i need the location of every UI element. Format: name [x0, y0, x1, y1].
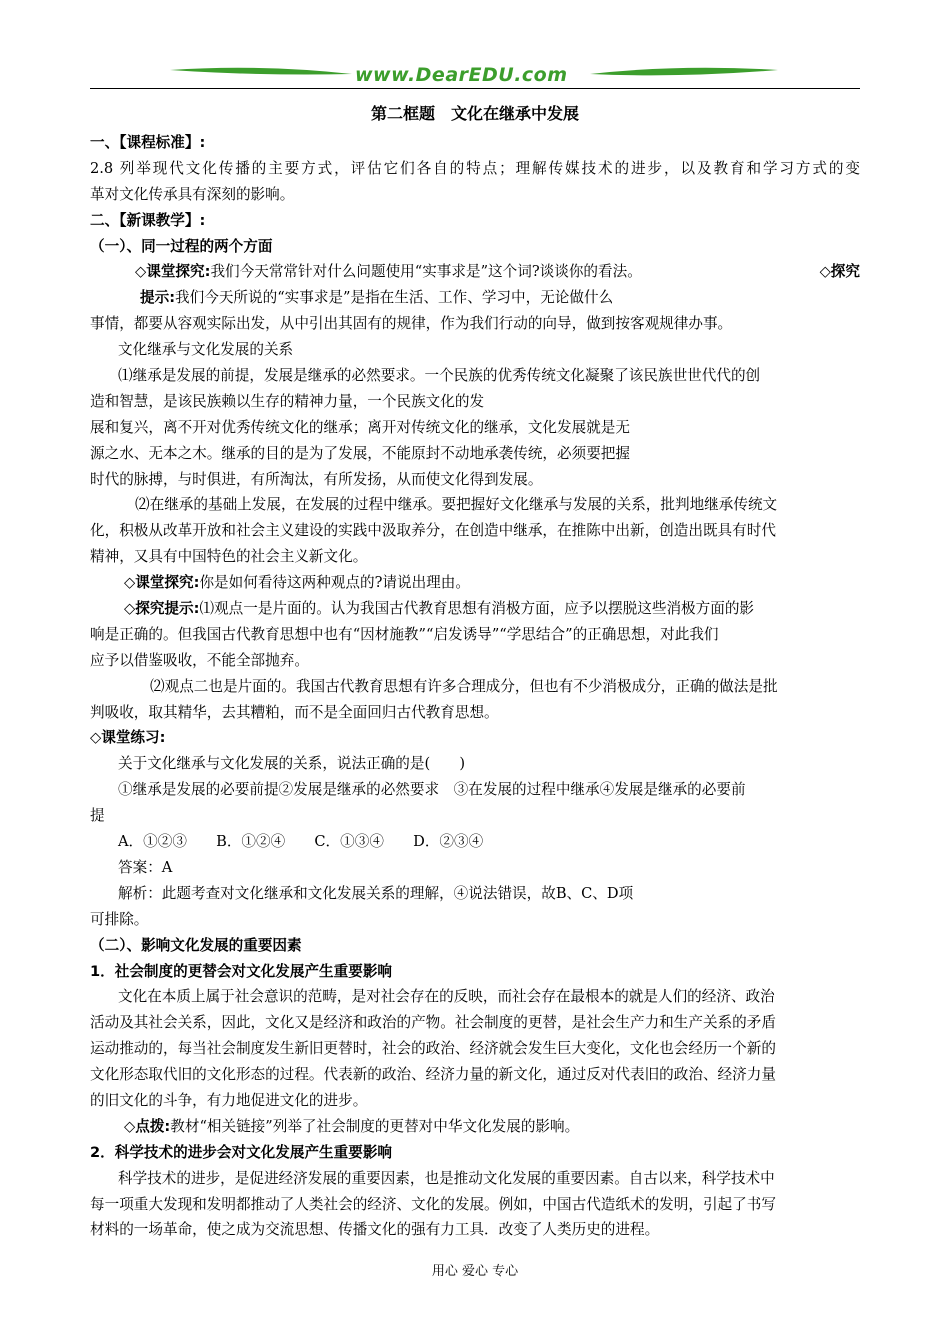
text-line: A．①②③ B．①②④ C．①③④ D．②③④ — [118, 833, 484, 851]
text-line: 活动及其社会关系，因此，文化又是经济和政治的产物。社会制度的更替，是社会生产力和生产关系的矛盾 — [90, 1014, 776, 1032]
text-line — [90, 259, 860, 285]
inline-text: 教材“相关链接”列举了社会制度的更替对中华文化发展的影响。 — [170, 1117, 580, 1135]
inline-label: ◇课堂探究: — [124, 574, 200, 592]
text-line: 文化继承与文化发展的关系 — [118, 341, 294, 359]
text-line: ⑵观点二也是片面的。我国古代教育思想有许多合理成分，但也有不少消极成分，正确的做法是批 — [150, 677, 778, 695]
text-line: 1．社会制度的更替会对文化发展产生重要影响 — [90, 962, 393, 980]
text-line: 革对文化传承具有深刻的影响。 — [90, 185, 295, 203]
text-line: 文化在本质上属于社会意识的范畴，是对社会存在的反映，而社会存在最根本的就是人们的经济、政治 — [118, 988, 775, 1006]
text-line: 二、【新课教学】: — [90, 211, 206, 229]
inline-label: ◇探究提示: — [124, 600, 200, 618]
header-rule — [90, 88, 860, 89]
text-line: 响是正确的。但我国古代教育思想中也有“因材施教”“启发诱导”“学思结合”的正确思想，对此我们 — [90, 625, 719, 643]
text-line: 化，积极从改革开放和社会主义建设的实践中汲取养分，在创造中继承，在推陈中出新，创造出既具有时代 — [90, 522, 776, 540]
text-line: 精神，又具有中国特色的社会主义新文化。 — [90, 548, 368, 566]
inline-text: 你是如何看待这两种观点的?请说出理由。 — [199, 574, 470, 592]
text-line: 判吸收，取其精华，去其糟粕，而不是全面回归古代教育思想。 — [90, 703, 499, 721]
inline-label: ◇点拨: — [124, 1117, 171, 1135]
text-line: 展和复兴，离不开对优秀传统文化的继承；离开对传统文化的继承，文化发展就是无 — [90, 418, 630, 436]
text-line: 源之水、无本之木。继承的目的是为了发展，不能原封不动地承袭传统，必须要把握 — [90, 444, 630, 462]
text-line: 科学技术的进步，是促进经济发展的重要因素，也是推动文化发展的重要因素。自古以来，科学技术中 — [118, 1169, 775, 1187]
text-line: 的旧文化的斗争，有力地促进文化的进步。 — [90, 1091, 368, 1109]
text-line: 应予以借鉴吸收，不能全部抛弃。 — [90, 651, 309, 669]
text-line — [90, 1114, 860, 1140]
text-line: 提 — [90, 807, 105, 825]
document-body — [90, 100, 860, 1243]
text-line — [90, 596, 860, 622]
page-title: 第二框题 文化在继承中发展 — [370, 104, 579, 123]
text-line: 造和智慧，是该民族赖以生存的精神力量，一个民族文化的发 — [90, 392, 485, 410]
text-line: ⑵在继承的基础上发展，在发展的过程中继承。要把握好文化继承与发展的关系，批判地继承传统文 — [135, 496, 778, 514]
text-line: 2.8 列举现代文化传播的主要方式，评估它们各自的特点；理解传媒技术的进步，以及教育和学习方式的变 — [90, 159, 860, 177]
text-line: 每一项重大发现和发明都推动了人类社会的经济、文化的发展。例如，中国古代造纸术的发明，引起了书写 — [90, 1195, 776, 1213]
text-line: 事情，都要从容观实际出发，从中引出其固有的规律，作为我们行动的向导，做到按客观规律办事。 — [90, 315, 733, 333]
inline-text: 我们今天所说的“实事求是”是指在生活、工作、学习中，无论做什么 — [175, 289, 614, 307]
text-line: 运动推动的，每当社会制度发生新旧更替时，社会的政治、经济就会发生巨大变化，文化也会经历一个新的 — [90, 1040, 776, 1058]
text-line: （一）、同一过程的两个方面 — [90, 237, 273, 255]
text-line: 材料的一场革命，使之成为交流思想、传播文化的强有力工具．改变了人类历史的进程。 — [90, 1221, 660, 1239]
text-line: 可排除。 — [90, 910, 149, 928]
inline-label-right: ◇探究 — [819, 263, 860, 281]
text-line: ①继承是发展的必要前提②发展是继承的必然要求 ③在发展的过程中继承④发展是继承的必要前 — [118, 781, 746, 799]
text-line: 一、【课程标准】: — [90, 134, 206, 151]
text-line: 时代的脉搏，与时俱进，有所淘汰，有所发扬，从而使文化得到发展。 — [90, 470, 543, 488]
left-swoosh — [170, 68, 352, 75]
text-line: 文化形态取代旧的文化形态的过程。代表新的政治、经济力量的新文化，通过反对代表旧的政治、经济力量 — [90, 1066, 776, 1084]
text-line — [90, 570, 860, 596]
inline-label: 提示: — [140, 289, 176, 307]
page-footer: 用心 爱心 专心 — [431, 1264, 519, 1279]
inline-label: ◇课堂探究: — [135, 263, 211, 281]
site-logo[interactable]: www.DearEDU.com — [355, 64, 568, 86]
text-line: （二）、影响文化发展的重要因素 — [90, 936, 302, 954]
text-line: 2．科学技术的进步会对文化发展产生重要影响 — [90, 1143, 393, 1161]
text-line: ⑴继承是发展的前提，发展是继承的必然要求。一个民族的优秀传统文化凝聚了该民族世世代代的创 — [118, 367, 761, 385]
text-line — [90, 285, 860, 311]
inline-text: ⑴观点一是片面的。认为我国古代教育思想有消极方面，应予以摆脱这些消极方面的影 — [199, 600, 755, 618]
text-line: ◇课堂练习: — [90, 729, 166, 747]
text-line: 答案：A — [118, 858, 173, 876]
right-swoosh — [590, 68, 778, 76]
document-lines — [90, 130, 860, 1243]
inline-text: 我们今天常常针对什么问题使用“实事求是”这个词?谈谈你的看法。 — [210, 263, 642, 281]
text-line: 解析：此题考查对文化继承和文化发展关系的理解，④说法错误，故B、C、D项 — [118, 884, 634, 902]
text-line: 关于文化继承与文化发展的关系，说法正确的是( ) — [118, 755, 466, 773]
